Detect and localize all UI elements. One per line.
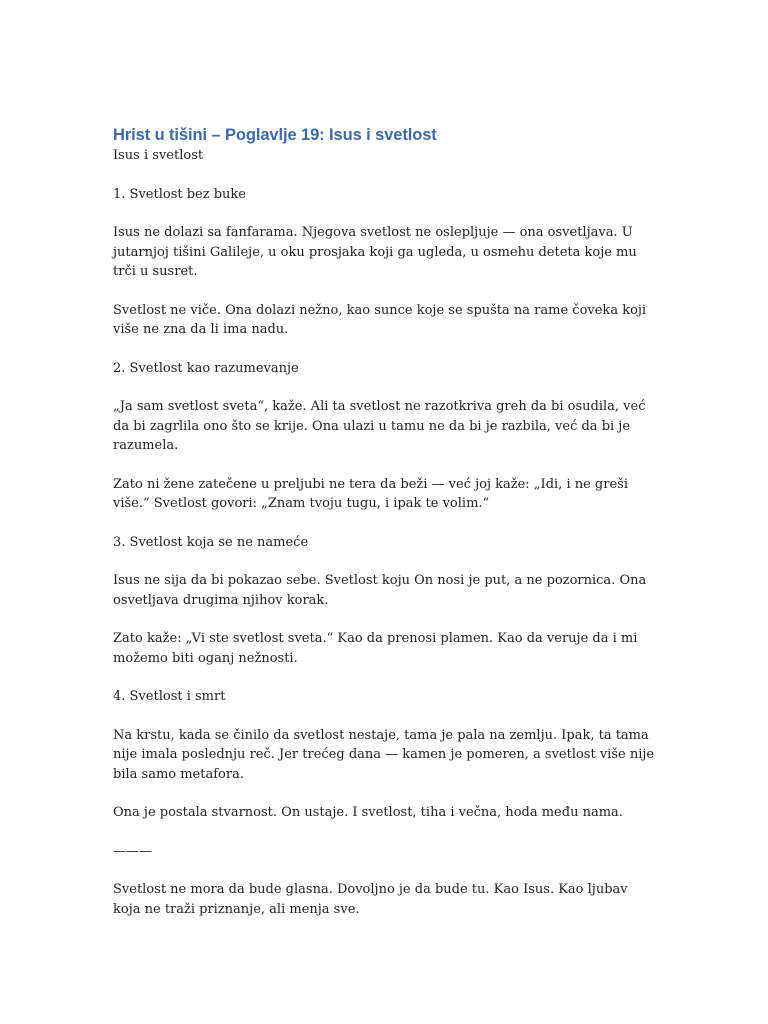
section-heading: 1. Svetlost bez buke [113,186,246,202]
paragraph: Ona je postala stvarnost. On ustaje. I svetlost, tiha i večna, hoda među nama. [113,805,623,820]
document-body [113,124,658,938]
paragraph: Isus ne sija da bi pokazao sebe. Svetlost koju On nosi je put, a ne pozornica. Ona osvetljava drugima njihov korak. [113,573,647,608]
closing-paragraph: Svetlost ne mora da bude glasna. Dovoljno je da bude tu. Kao Isus. Kao ljubav koja ne traži priznanje, ali menja sve. [113,882,628,917]
paragraph: Svetlost ne viče. Ona dolazi nežno, kao sunce koje se spušta na rame čoveka koji više ne zna da li ima nadu. [113,302,647,337]
document-title: Hrist u tišini – Poglavlje 19: Isus i svetlost [113,126,437,144]
section-heading: 2. Svetlost kao razumevanje [113,360,299,376]
section-heading: 3. Svetlost koja se ne nameće [113,534,309,550]
paragraph: Isus ne dolazi sa fanfarama. Njegova svetlost ne oslepljuje — ona osvetljava. U jutarnjoj tišini Galileje, u oku prosjaka koji ga ugleda, u osmehu deteta koje mu trči u susret. [113,225,637,279]
section-divider: ——— [113,843,152,859]
paragraph: Zato kaže: „Vi ste svetlost sveta.“ Kao da prenosi plamen. Kao da veruje da i mi možemo biti oganj nežnosti. [113,631,638,666]
paragraph: Na krstu, kada se činilo da svetlost nestaje, tama je pala na zemlju. Ipak, ta tama nije imala poslednju reč. Jer trećeg dana — kamen je pomeren, a svetlost više nije bila samo metafora. [113,727,655,782]
section-heading: 4. Svetlost i smrt [113,689,226,704]
paragraph: „Ja sam svetlost sveta“, kaže. Ali ta svetlost ne razotkriva greh da bi osudila, već da bi zagrlila ono što se krije. Ona ulazi u tamu ne da bi je razbila, već da bi je razumela. [113,399,646,453]
paragraph: Zato ni žene zatečene u preljubi ne tera da beži — već joj kaže: „Idi, i ne greši više.“ Svetlost govori: „Znam tvoju tugu, i ipak te volim.“ [113,476,628,511]
document-subtitle: Isus i svetlost [113,148,204,163]
